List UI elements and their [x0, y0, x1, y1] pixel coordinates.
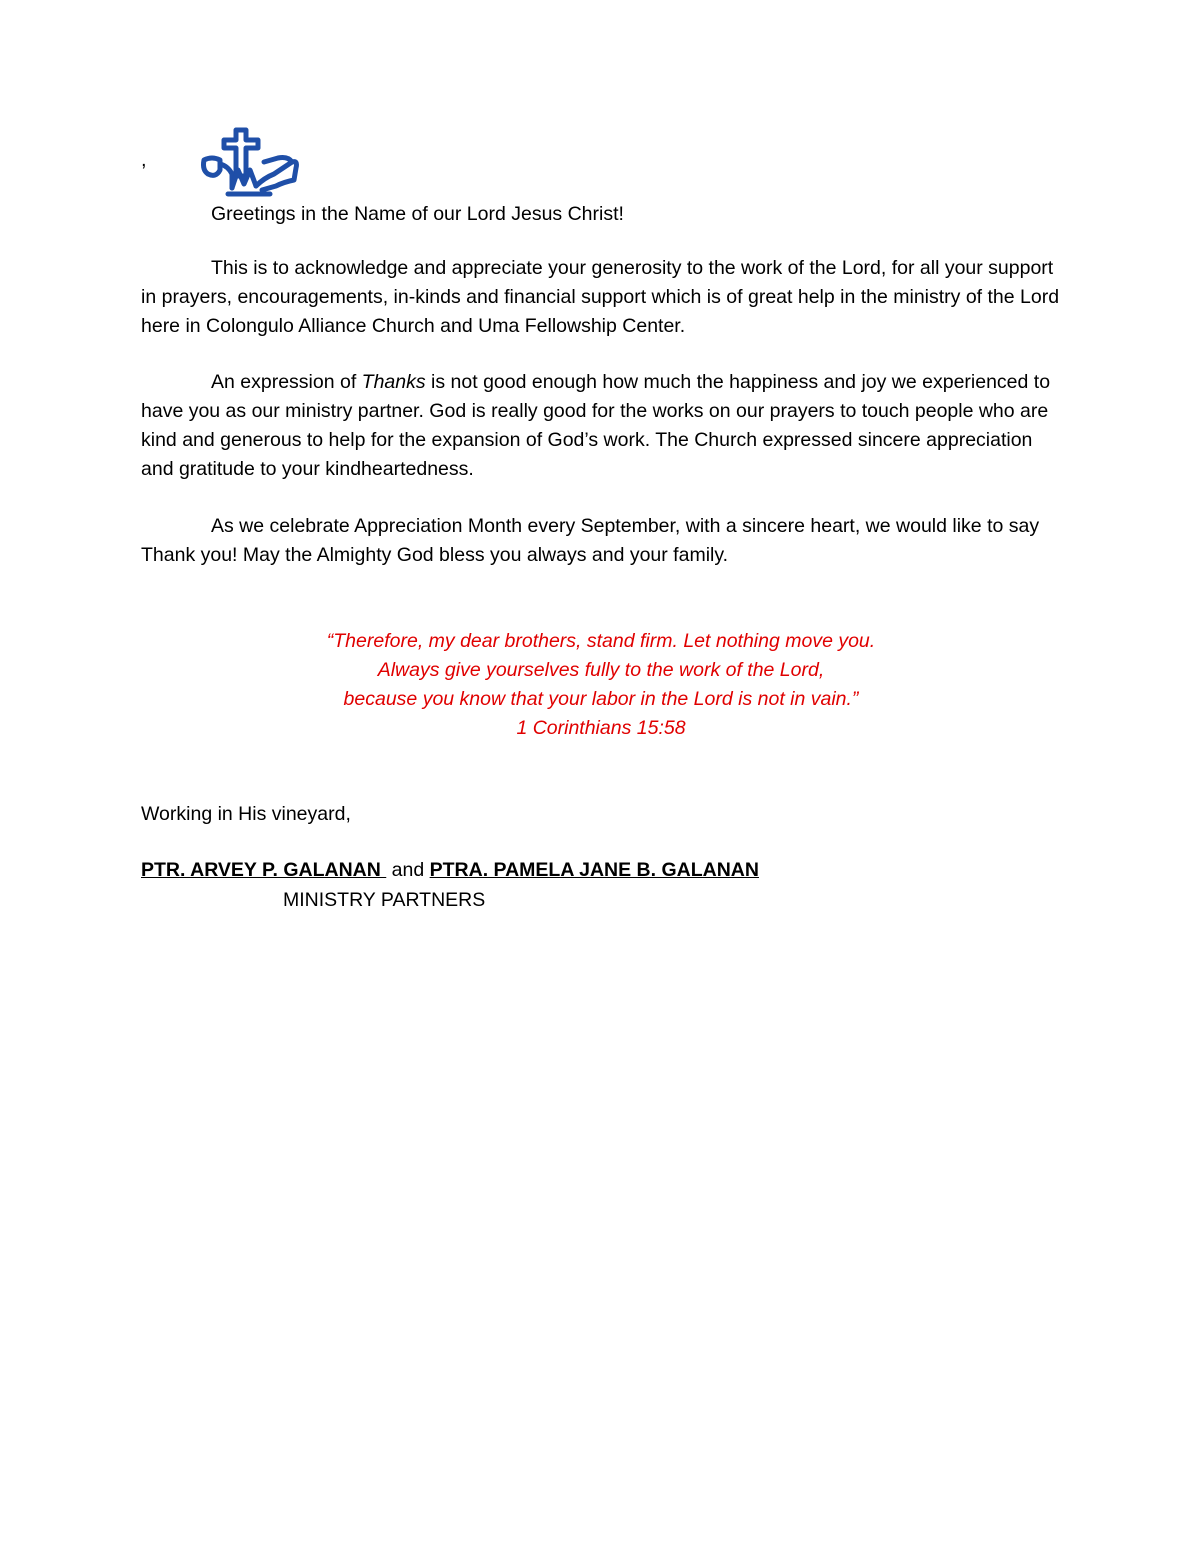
thanks-emphasis: Thanks	[361, 371, 426, 393]
bible-verse	[141, 627, 1061, 743]
verse-line: “Therefore, my dear brothers, stand firm. Let nothing move you.	[326, 630, 876, 652]
paragraph-appreciation-month: As we celebrate Appreciation Month every September, with a sincere heart, we would like to say Thank you! May the Almighty God bless you always and your family.	[141, 515, 1040, 566]
church-cross-bible-logo-icon	[198, 126, 300, 200]
paragraph-expression-before: An expression of	[211, 371, 362, 393]
greeting-line: Greetings in the Name of our Lord Jesus Christ!	[211, 203, 624, 225]
paragraph-expression-of-thanks	[141, 368, 1061, 484]
signature-line	[141, 856, 759, 885]
signatory-name-1: PTR. ARVEY P. GALANAN	[141, 859, 387, 881]
verse-line: because you know that your labor in the Lord is not in vain.”	[343, 688, 859, 710]
closing-line: Working in His vineyard,	[141, 803, 351, 825]
paragraph-acknowledgement: This is to acknowledge and appreciate your generosity to the work of the Lord, for all your support in prayers, encouragements, in-kinds and financial support which is of great help in the ministry of the Lord here in Colongulo Alliance Church and Uma Fellowship Center.	[141, 257, 1060, 337]
verse-reference: 1 Corinthians 15:58	[516, 717, 686, 739]
signatory-role: MINISTRY PARTNERS	[283, 889, 486, 911]
signatory-name-2: PTRA. PAMELA JANE B. GALANAN	[429, 859, 759, 881]
paragraph-expression-after: is not good enough how much the happiness and joy we experienced to have you as our ministry partner. God is really good for the works on our prayers to touch people who are kind and generous to help for the expansion of God’s work. The Church expressed sincere appreciation and gratitude to your kindheartedness.	[141, 371, 1051, 480]
stray-mark: ,	[141, 149, 147, 171]
signature-conjunction: and	[386, 859, 430, 881]
verse-line: Always give yourselves fully to the work of the Lord,	[377, 659, 825, 681]
